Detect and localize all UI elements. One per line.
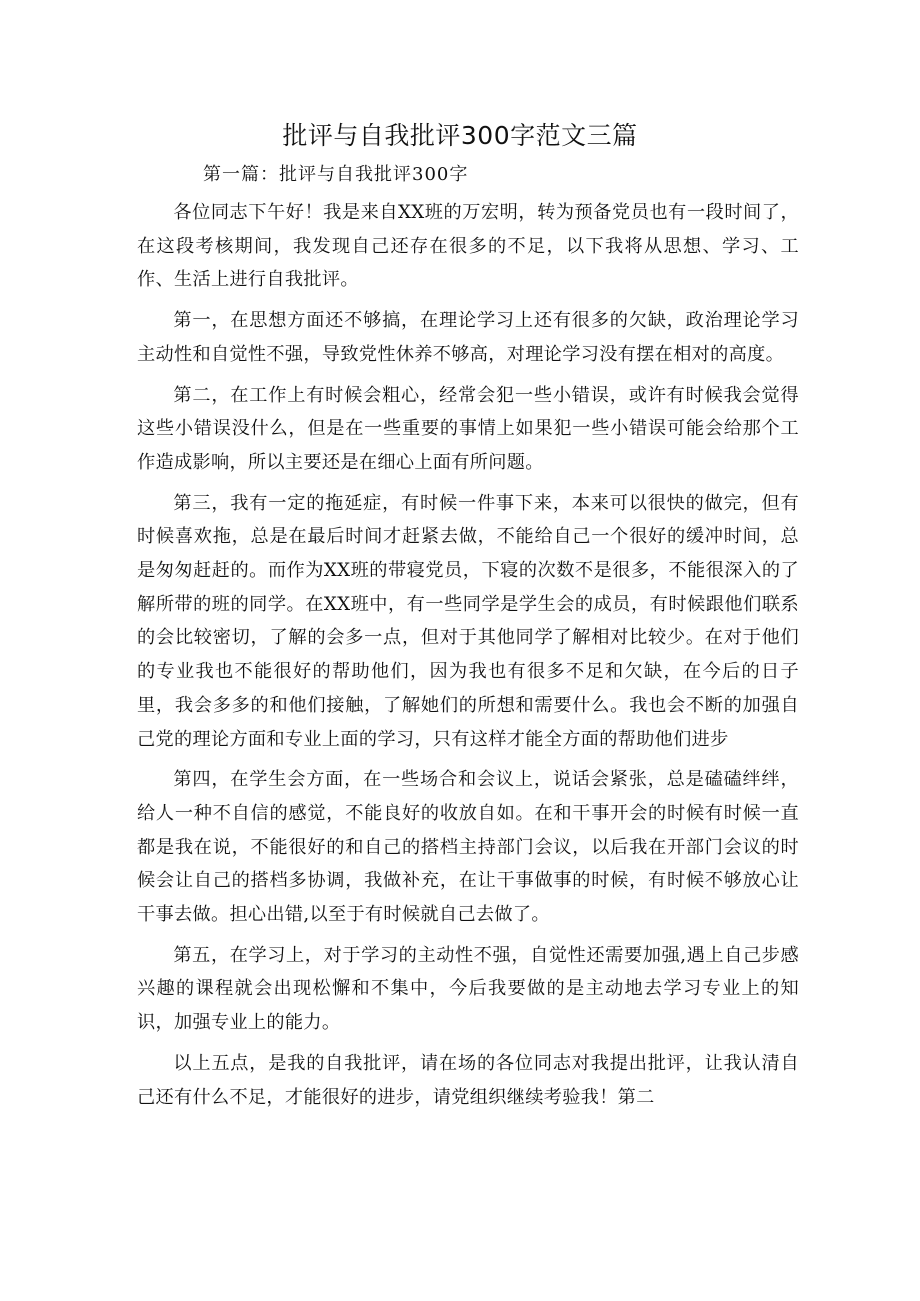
paragraph: 第一，在思想方面还不够搞，在理论学习上还有很多的欠缺，政治理论学习主动性和自觉性不强，导致党性休养不够高，对理论学习没有摆在相对的高度。 [137,310,799,365]
paragraph: 第二，在工作上有时候会粗心，经常会犯一些小错误，或许有时候我会觉得这些小错误没什么，但是在一些重要的事情上如果犯一些小错误可能会给那个工作造成影响，所以主要还是在细心上面有所问题。 [137,384,799,473]
document-body [137,196,799,1121]
section-heading: 第一篇：批评与自我批评300字 [203,164,469,185]
document-title: 批评与自我批评300字范文三篇 [282,121,638,150]
paragraph: 第三，我有一定的拖延症，有时候一件事下来，本来可以很快的做完，但有时候喜欢拖，总是在最后时间才赶紧去做，不能给自己一个很好的缓冲时间，总是匆匆赶赶的。而作为XX班的带寝党员，下寝的次数不是很多，不能很深入的了解所带的班的同学。在XX班中，有一些同学是学生会的成员，有时候跟他们联系的会比较密切，了解的会多一点，但对于其他同学了解相对比较少。在对于他们的专业我也不能很好的帮助他们，因为我也有很多不足和欠缺，在今后的日子里，我会多多的和他们接触，了解她们的所想和需要什么。我也会不断的加强自己党的理论方面和专业上面的学习，只有这样才能全方面的帮助他们进步 [137,492,799,750]
paragraph: 第四，在学生会方面，在一些场合和会议上，说话会紧张，总是磕磕绊绊，给人一种不自信的感觉，不能良好的收放自如。在和干事开会的时候有时候一直都是我在说，不能很好的和自己的搭档主持部门会议，以后我在开部门会议的时候会让自己的搭档多协调，我做补充，在让干事做事的时候，有时候不够放心让干事去做。担心出错,以至于有时候就自己去做了。 [137,769,799,926]
paragraph: 以上五点，是我的自我批评，请在场的各位同志对我提出批评，让我认清自己还有什么不足，才能很好的进步，请党组织继续考验我！第二 [137,1052,799,1108]
paragraph: 第五，在学习上，对于学习的主动性不强，自觉性还需要加强,遇上自己步感兴趣的课程就会出现松懈和不集中，今后我要做的是主动地去学习专业上的知识，加强专业上的能力。 [137,944,799,1034]
paragraph: 各位同志下午好！我是来自XX班的万宏明，转为预备党员也有一段时间了，在这段考核期间，我发现自己还存在很多的不足，以下我将从思想、学习、工作、生活上进行自我批评。 [137,202,799,291]
